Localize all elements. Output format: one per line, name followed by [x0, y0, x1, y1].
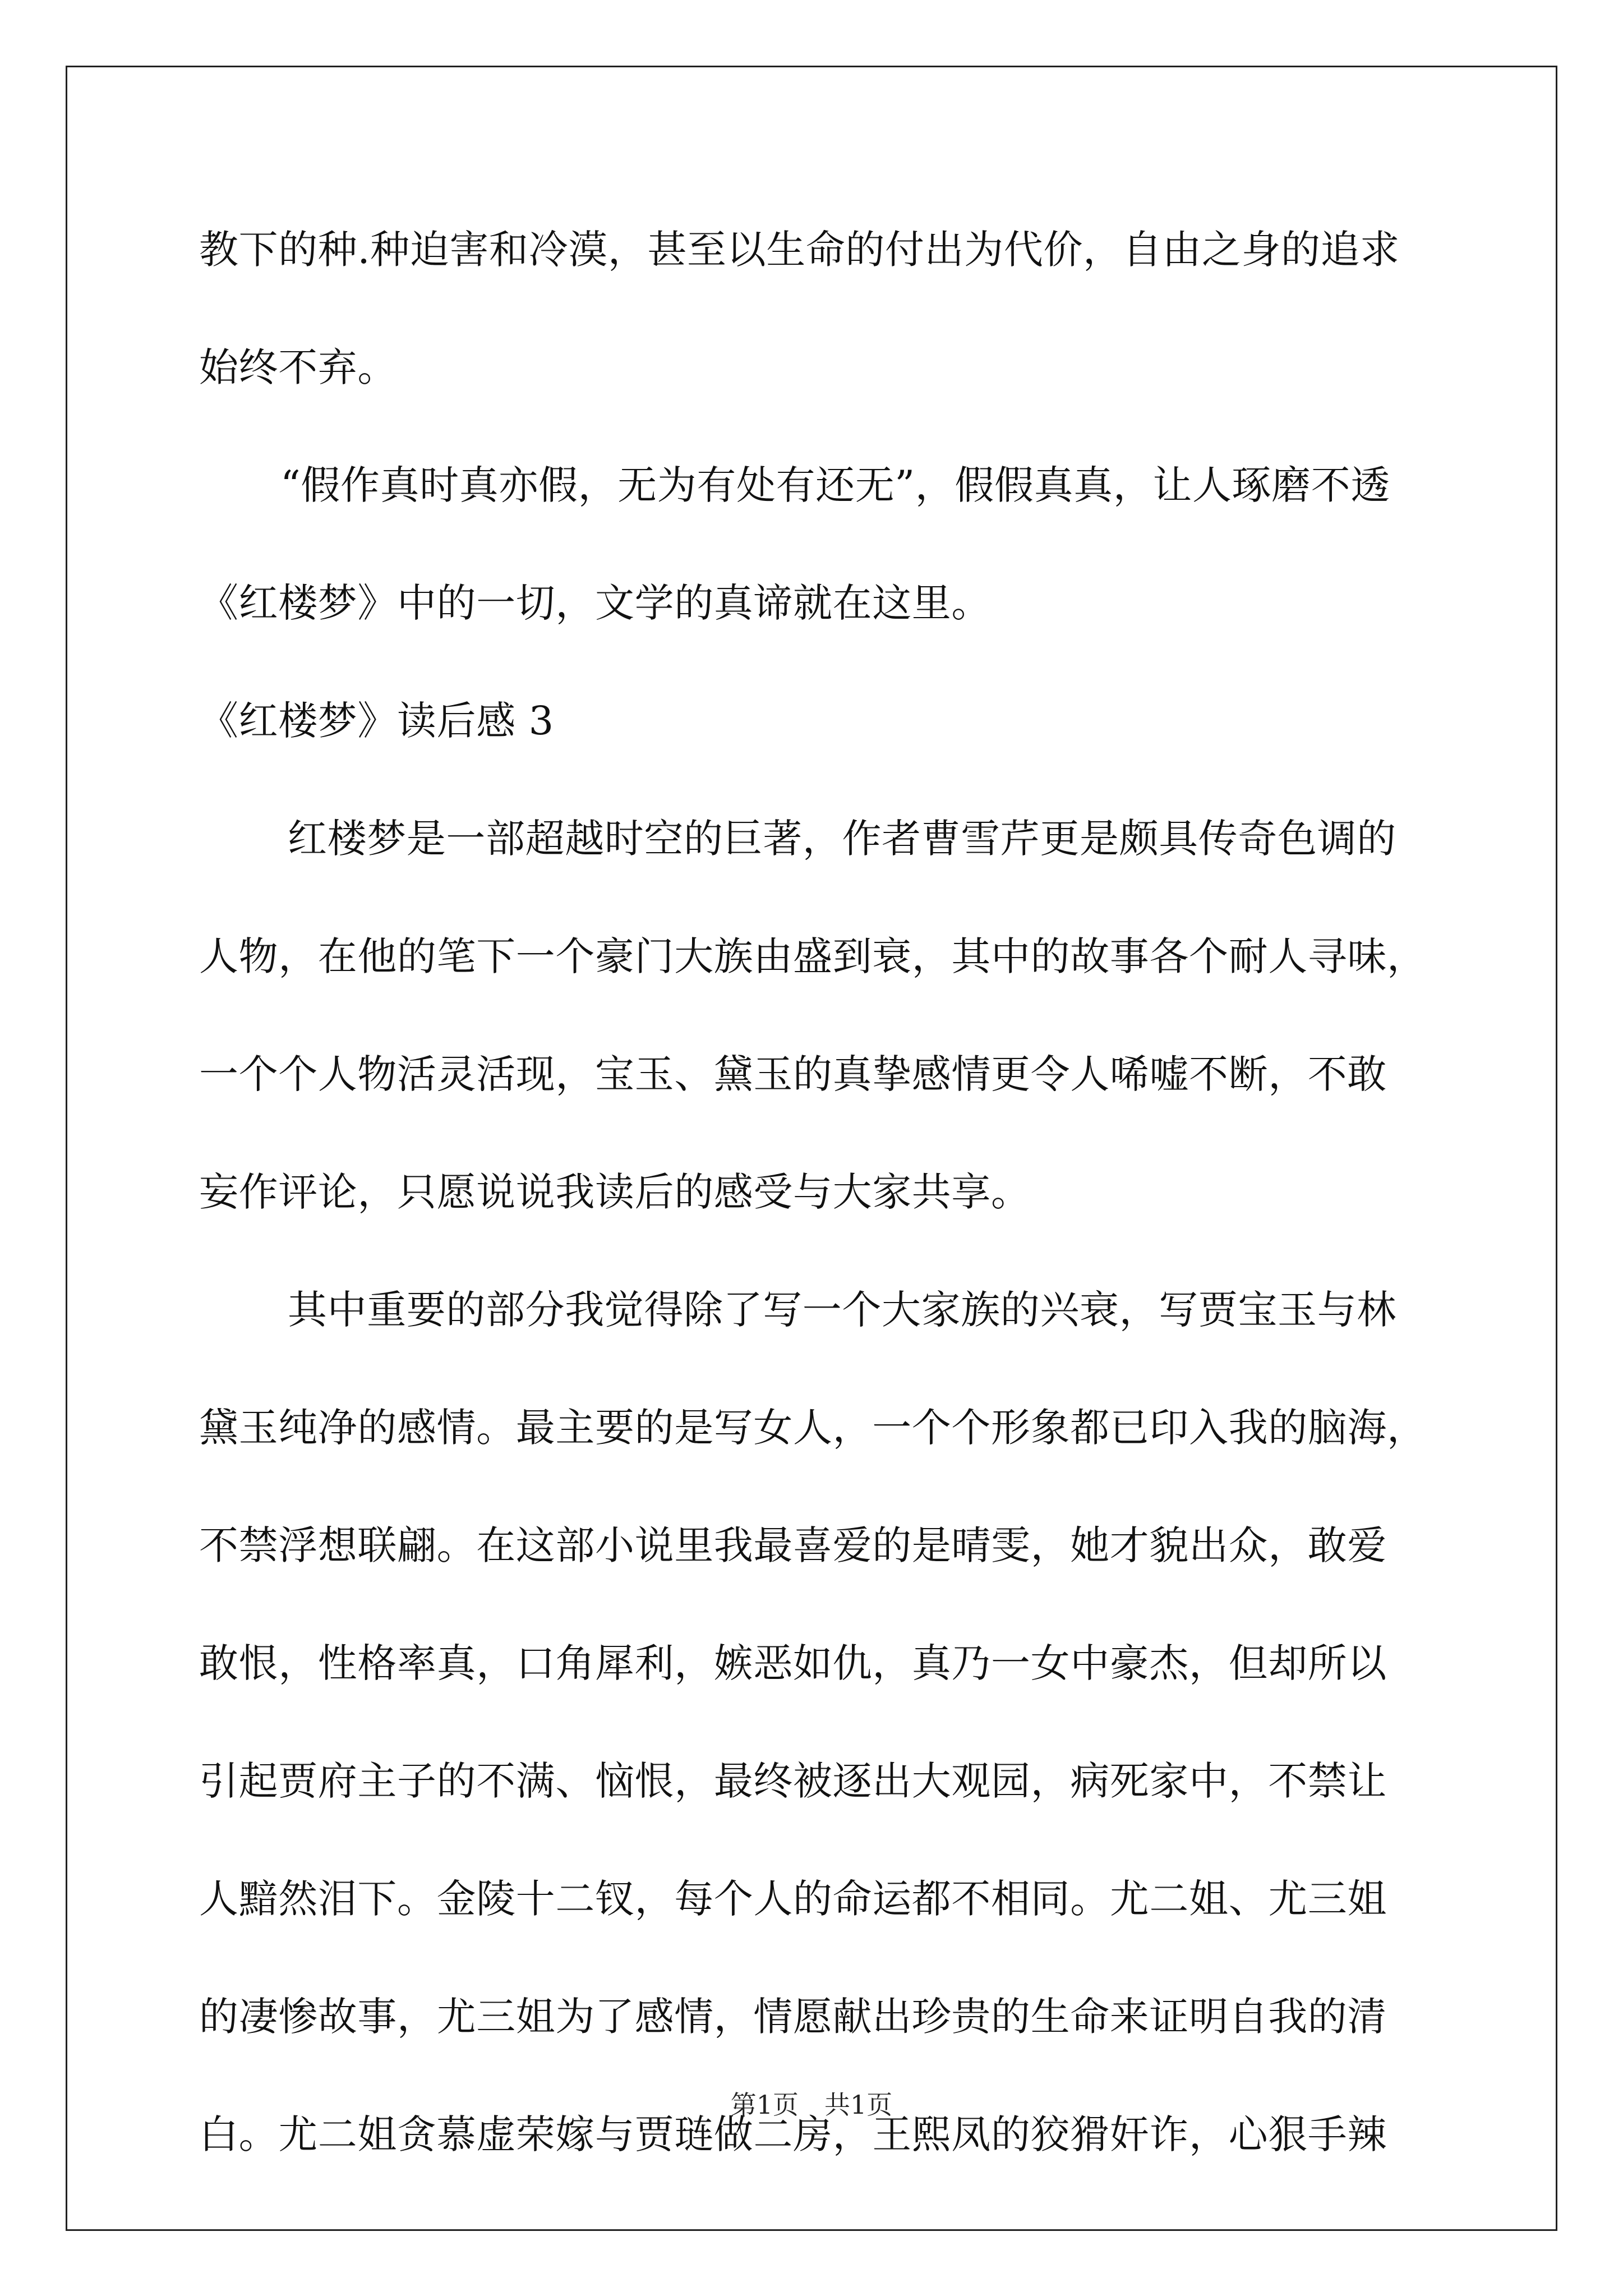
text-line-quote: “假作真时真亦假，无为有处有还无”，假假真真，让人琢磨不透	[280, 462, 1390, 508]
text-line: 不禁浮想联翩。在这部小说里我最喜爱的是晴雯，她才貌出众，敢爱	[199, 1522, 1387, 1568]
text-line: 一个个人物活灵活现，宝玉、黛玉的真挚感情更令人唏嘘不断，不敢	[199, 1051, 1387, 1097]
section-heading: 《红楼梦》读后感 3	[199, 698, 554, 744]
text-line: 白。尤二姐贪慕虚荣嫁与贾琏做二房，王熙凤的狡猾奸诈，心狠手辣	[199, 2111, 1387, 2157]
document-body	[199, 213, 1430, 2216]
text-line: 始终不弃。	[199, 344, 397, 390]
paragraph-start: 其中重要的部分我觉得除了写一个大家族的兴衰，写贾宝玉与林	[288, 1287, 1396, 1333]
page-number-footer: 第1页 共1页	[730, 2090, 893, 2120]
text-line: 妄作评论，只愿说说我读后的感受与大家共享。	[199, 1169, 1031, 1215]
text-line: 引起贾府主子的不满、恼恨，最终被逐出大观园，病死家中，不禁让	[199, 1758, 1387, 1804]
text-line: 敢恨，性格率真，口角犀利，嫉恶如仇，真乃一女中豪杰，但却所以	[199, 1640, 1387, 1686]
paragraph-start: 红楼梦是一部超越时空的巨著，作者曹雪芹更是颇具传奇色调的	[288, 816, 1396, 862]
text-line: 《红楼梦》中的一切，文学的真谛就在这里。	[199, 580, 991, 626]
text-line: 人物，在他的笔下一个豪门大族由盛到衰，其中的故事各个耐人寻味，	[199, 933, 1427, 979]
text-line: 人黯然泪下。金陵十二钗，每个人的命运都不相同。尤二姐、尤三姐	[199, 1876, 1387, 1922]
text-line: 黛玉纯净的感情。最主要的是写女人，一个个形象都已印入我的脑海，	[199, 1405, 1427, 1451]
text-line: 教下的种.种迫害和冷漠，甚至以生命的付出为代价，自由之身的追求	[199, 227, 1400, 273]
text-line: 的凄惨故事，尤三姐为了感情，情愿献出珍贵的生命来证明自我的清	[199, 1994, 1387, 2040]
